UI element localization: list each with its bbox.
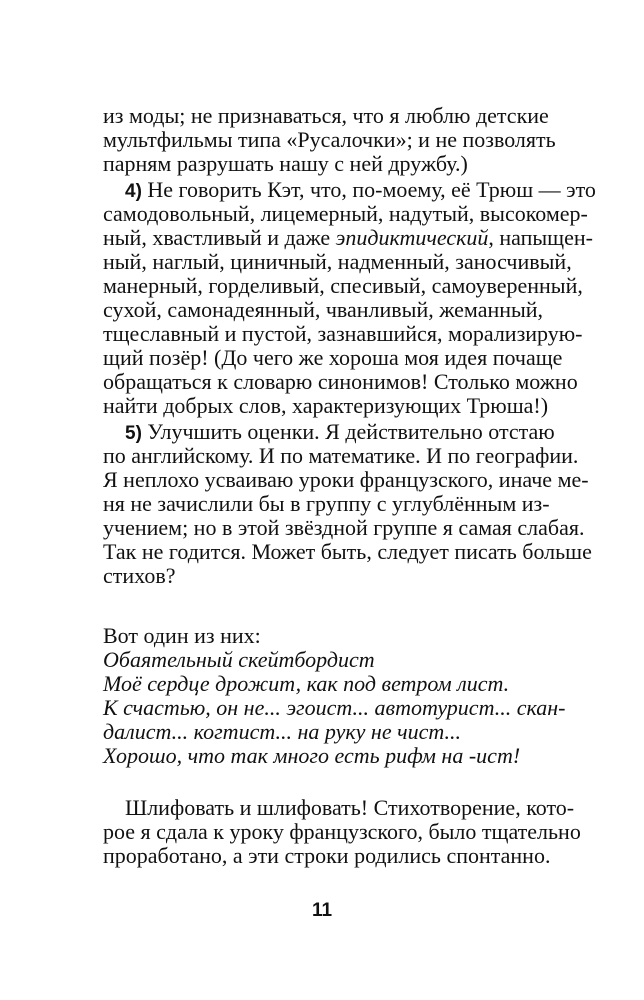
paragraph-2-line-1-text: Не говорить Кэт, что, по-моему, её Трюш — это [141, 177, 596, 202]
paragraph-1-line-3: парням разрушать нашу с ней дружбу.) [103, 151, 468, 176]
paragraph-2-line-8: щий позёр! (До чего же хороша моя идея почаще [103, 345, 563, 370]
paragraph-2-line-6: сухой, самонадеянный, чванливый, жеманный, [103, 297, 544, 322]
emphasized-word: эпидиктический [335, 225, 489, 250]
paragraph-3-line-7: стихов? [103, 563, 176, 588]
paragraph-2-line-9: обращаться к словарю синонимов! Столько можно [103, 369, 578, 394]
paragraph-2-line-7: тщеславный и пустой, зазнавшийся, морализирую- [103, 321, 583, 346]
paragraph-1-line-1: из моды; не признаваться, что я люблю детские [103, 103, 549, 128]
list-number-5: 5) [125, 423, 142, 444]
paragraph-3-line-2: по английскому. И по математике. И по географии. [103, 443, 579, 468]
paragraph-2-line-3-b: , напыщен- [488, 225, 593, 250]
poem-line-2: К счастью, он не... эгоист... автотурист... скан- [103, 695, 566, 720]
poem-line-3: далист... когтист... на руку не чист... [103, 719, 462, 744]
paragraph-4-line-1: Шлифовать и шлифовать! Стихотворение, кото- [125, 795, 575, 820]
paragraph-4-line-3: проработано, а эти строки родились спонтанно. [103, 843, 551, 868]
paragraph-2-line-4: ный, наглый, циничный, надменный, заносчивый, [103, 249, 572, 274]
paragraph-3-line-3: Я неплохо усваиваю уроки французского, иначе ме- [103, 467, 589, 492]
paragraph-2-line-2: самодовольный, лицемерный, надутый, высокомер- [103, 201, 588, 226]
poem-line-4: Хорошо, что так много есть рифм на -ист! [103, 743, 521, 768]
paragraph-1-line-2: мультфильмы типа «Русалочки»; и не позволять [103, 127, 556, 152]
paragraph-3-line-1-text: Улучшить оценки. Я действительно отстаю [141, 419, 555, 444]
poem-intro: Вот один из них: [103, 623, 261, 648]
poem-line-1: Моё сердце дрожит, как под ветром лист. [103, 671, 510, 696]
paragraph-4-line-2: рое я сдала к уроку французского, было тщательно [103, 819, 581, 844]
paragraph-3-line-6: Так не годится. Может быть, следует писать больше [103, 539, 592, 564]
list-number-4: 4) [125, 181, 142, 202]
paragraph-2-line-5: манерный, горделивый, спесивый, самоуверенный, [103, 273, 583, 298]
poem-title: Обаятельный скейтбордист [103, 647, 375, 672]
paragraph-2-line-10: найти добрых слов, характеризующих Трюша!) [103, 393, 549, 418]
paragraph-3-line-4: ня не зачислили бы в группу с углублённым из- [103, 491, 550, 516]
page-number: 11 [311, 900, 333, 921]
paragraph-2-line-3 [103, 225, 593, 250]
paragraph-2-line-3-a: ный, хвастливый и даже [103, 225, 336, 250]
paragraph-3-line-5: учением; но в этой звёздной группе я самая слабая. [103, 515, 585, 540]
